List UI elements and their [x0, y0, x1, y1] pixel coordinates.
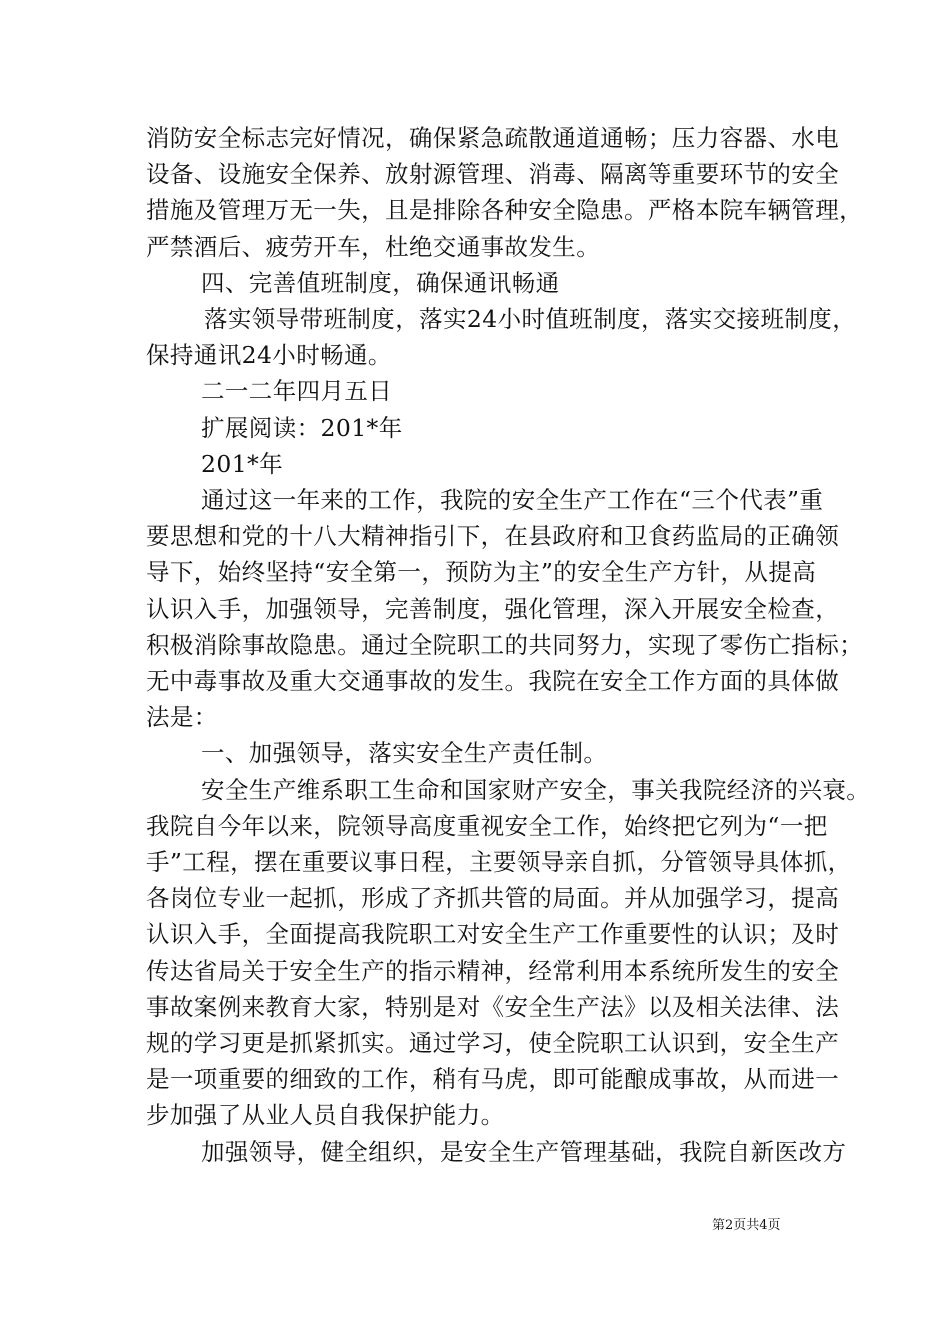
- text-line: 要思想和党的十八大精神指引下，在县政府和卫食药监局的正确领: [146, 522, 840, 551]
- text-line: 通过这一年来的工作，我院的安全生产工作在“三个代表”重: [201, 486, 824, 515]
- text-line: 是一项重要的细致的工作，稍有马虎，即可能酿成事故，从而进一: [146, 1065, 840, 1094]
- text-line: 事故案例来教育大家，特别是对《安全生产法》以及相关法律、法: [146, 992, 840, 1021]
- text-line: 步加强了从业人员自我保护能力。: [146, 1101, 505, 1130]
- text-line: 消防安全标志完好情况，确保紧急疏散通道通畅；压力容器、水电: [146, 124, 840, 152]
- text-line: 各岗位专业一起抓，形成了齐抓共管的局面。并从加强学习，提高: [146, 884, 840, 913]
- date-line: 二一二年四月五日: [201, 377, 393, 406]
- section-heading: 一、加强领导，落实安全生产责任制。: [201, 739, 608, 768]
- document-body: [146, 120, 871, 1170]
- extended-reading-label: 扩展阅读：201*年: [201, 413, 403, 442]
- text-line: 措施及管理万无一失，且是排除各种安全隐患。严格本院车辆管理，: [146, 196, 863, 225]
- text-line: 保持通讯24小时畅通。: [146, 341, 392, 370]
- text-line: 安全生产维系职工生命和国家财产安全，事关我院经济的兴衰。: [201, 775, 871, 804]
- sub-title: 201*年: [201, 449, 284, 478]
- text-line: 设备、设施安全保养、放射源管理、消毒、隔离等重要环节的安全: [146, 160, 840, 189]
- text-line: 认识入手，全面提高我院职工对安全生产工作重要性的认识；及时: [146, 920, 840, 949]
- text-line: 落实领导带班制度，落实24小时值班制度，落实交接班制度，: [204, 305, 857, 334]
- text-line: 导下，始终坚持“安全第一，预防为主”的安全生产方针，从提高: [146, 558, 817, 587]
- text-line: 积极消除事故隐患。通过全院职工的共同努力，实现了零伤亡指标；: [146, 630, 863, 659]
- text-line: 我院自今年以来，院领导高度重视安全工作，始终把它列为“一把: [146, 811, 828, 840]
- text-line: 严禁酒后、疲劳开车，杜绝交通事故发生。: [146, 232, 601, 261]
- text-line: 规的学习更是抓紧抓实。通过学习，使全院职工认识到，安全生产: [146, 1029, 840, 1058]
- text-line: 加强领导，健全组织，是安全生产管理基础，我院自新医改方: [201, 1137, 847, 1166]
- text-line: 传达省局关于安全生产的指示精神，经常利用本系统所发生的安全: [146, 956, 840, 985]
- text-line: 无中毒事故及重大交通事故的发生。我院在安全工作方面的具体做: [146, 667, 840, 696]
- text-line: 手”工程，摆在重要议事日程，主要领导亲自抓，分管领导具体抓，: [146, 848, 852, 877]
- section-heading: 四、完善值班制度，确保通讯畅通: [201, 268, 560, 297]
- page-number: 第2页共4页: [712, 1218, 781, 1233]
- text-line: 认识入手，加强领导，完善制度，强化管理，深入开展安全检查，: [146, 594, 840, 623]
- text-line: 法是：: [146, 703, 218, 732]
